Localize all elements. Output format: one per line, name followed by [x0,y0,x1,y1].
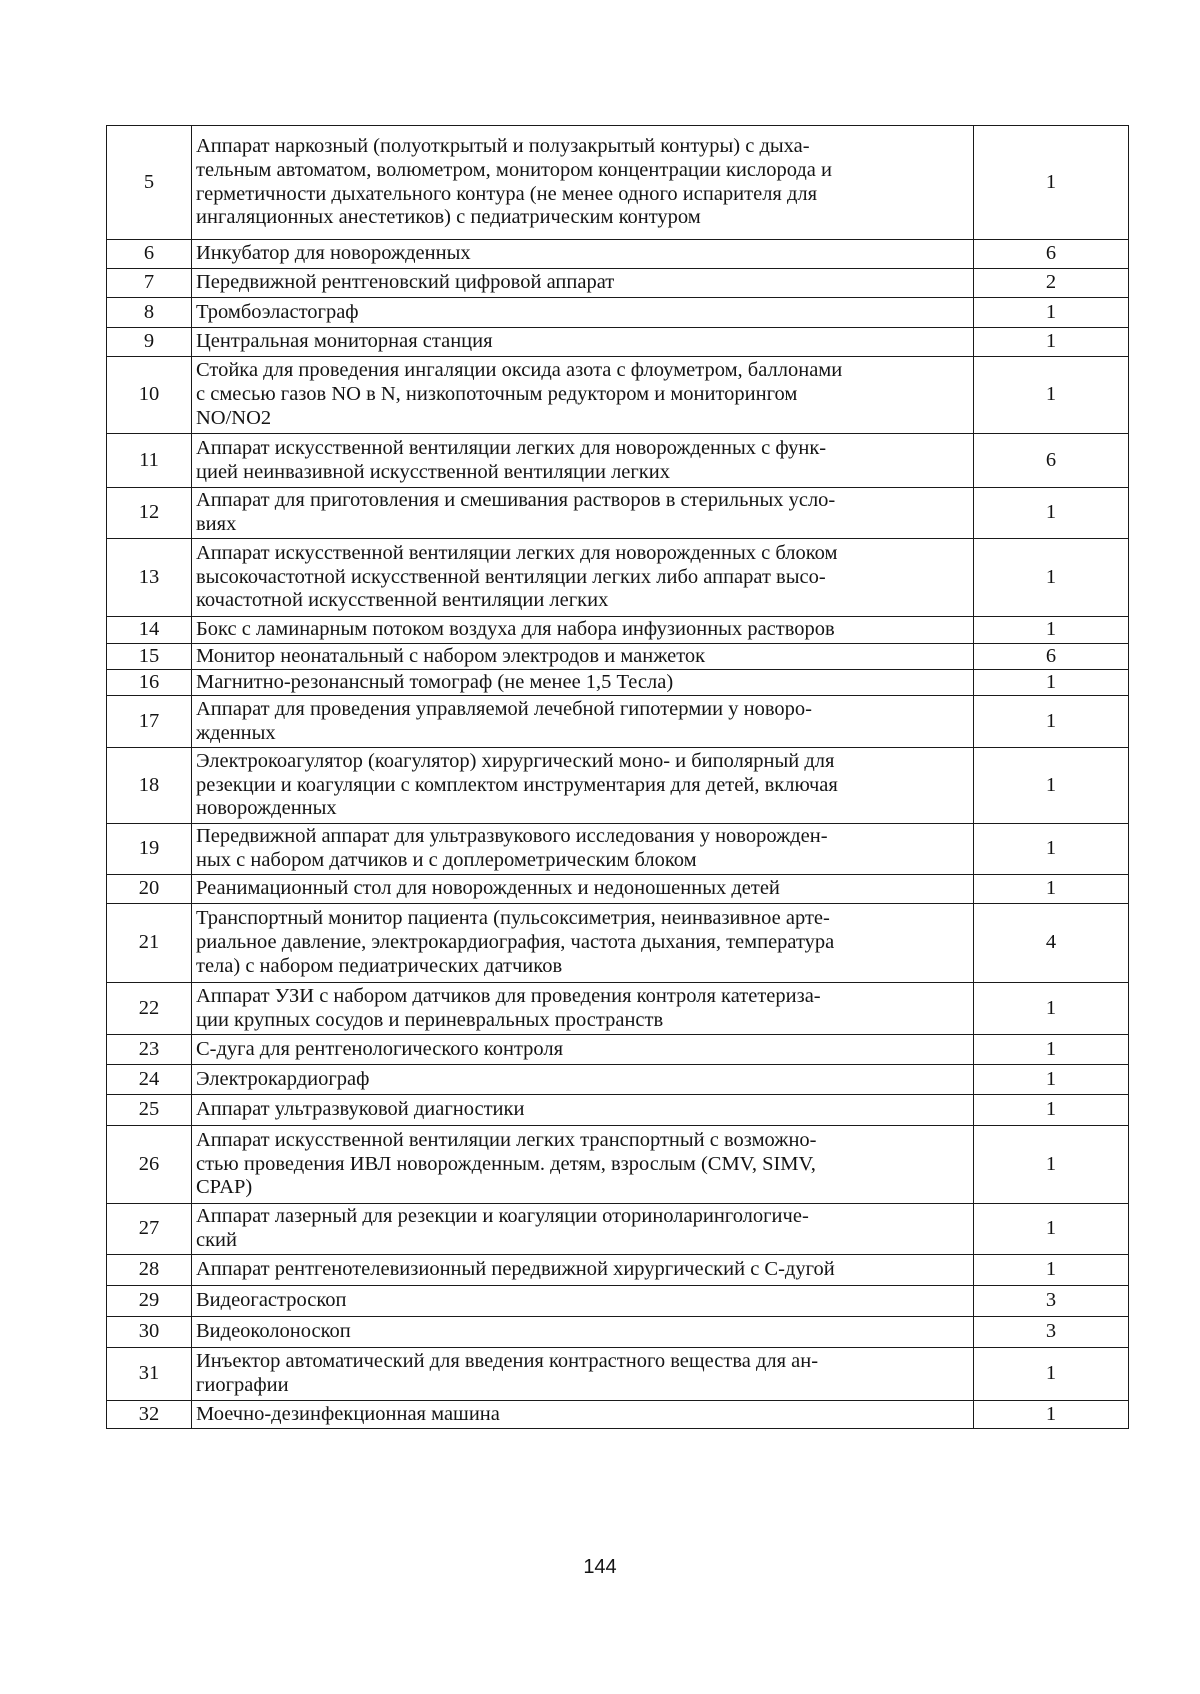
table-row [107,875,1129,904]
row-number: 18 [107,748,192,824]
equipment-name: Передвижной рентгеновский цифровой аппарат [192,269,974,298]
quantity: 1 [974,357,1129,434]
row-number: 16 [107,670,192,696]
quantity: 1 [974,1095,1129,1126]
quantity: 1 [974,617,1129,644]
table-row [107,434,1129,488]
row-number: 11 [107,434,192,488]
row-number: 8 [107,298,192,328]
table-row [107,1317,1129,1348]
table-body [107,126,1129,1429]
equipment-name: Аппарат искусственной вентиляции легких для новорожденных с блоком высокочастотной искусственной вентиляции легких либо аппарат высо- кочастотной искусственной вентиляции легких [192,539,974,617]
equipment-name: Видеоколоноскоп [192,1317,974,1348]
quantity: 1 [974,875,1129,904]
table-row [107,1065,1129,1095]
table-row [107,240,1129,269]
quantity: 1 [974,488,1129,539]
equipment-name: Инъектор автоматический для введения контрастного вещества для ан- гиографии [192,1348,974,1401]
row-number: 17 [107,696,192,748]
equipment-name: Аппарат ультразвуковой диагностики [192,1095,974,1126]
table-row [107,1204,1129,1255]
page-number: 144 [583,1556,617,1578]
table-row [107,824,1129,875]
table-row [107,1286,1129,1317]
equipment-name: Аппарат наркозный (полуоткрытый и полузакрытый контуры) с дыха- тельным автоматом, волюметром, монитором концентрации кислорода и герметичности дыхательного контура (не менее одного испарителя для ингаляционных анестетиков) с педиатрическим контуром [192,126,974,240]
equipment-name: Аппарат для приготовления и смешивания растворов в стерильных усло- виях [192,488,974,539]
equipment-name: Реанимационный стол для новорожденных и недоношенных детей [192,875,974,904]
table-row [107,617,1129,644]
row-number: 12 [107,488,192,539]
quantity: 6 [974,240,1129,269]
equipment-name: Моечно-дезинфекционная машина [192,1401,974,1429]
row-number: 5 [107,126,192,240]
table-row [107,357,1129,434]
equipment-name: Аппарат искусственной вентиляции легких для новорожденных с функ- цией неинвазивной искусственной вентиляции легких [192,434,974,488]
table-row [107,328,1129,357]
row-number: 29 [107,1286,192,1317]
quantity: 1 [974,1401,1129,1429]
row-number: 24 [107,1065,192,1095]
table-row [107,1095,1129,1126]
row-number: 22 [107,983,192,1035]
row-number: 14 [107,617,192,644]
quantity: 1 [974,1204,1129,1255]
table-row [107,1348,1129,1401]
quantity: 1 [974,1065,1129,1095]
equipment-name: Монитор неонатальный с набором электродов и манжеток [192,644,974,670]
equipment-name: Электрокардиограф [192,1065,974,1095]
row-number: 6 [107,240,192,269]
table-row [107,1035,1129,1065]
equipment-name: Аппарат УЗИ с набором датчиков для проведения контроля катетериза- ции крупных сосудов и периневральных пространств [192,983,974,1035]
row-number: 7 [107,269,192,298]
row-number: 28 [107,1255,192,1286]
quantity: 1 [974,126,1129,240]
row-number: 31 [107,1348,192,1401]
table-row [107,1401,1129,1429]
equipment-name: Электрокоагулятор (коагулятор) хирургический моно- и биполярный для резекции и коагуляции с комплектом инструментария для детей, включая новорожденных [192,748,974,824]
table-row [107,488,1129,539]
equipment-name: С-дуга для рентгенологического контроля [192,1035,974,1065]
table-row [107,1126,1129,1204]
quantity: 1 [974,748,1129,824]
quantity: 1 [974,1126,1129,1204]
row-number: 25 [107,1095,192,1126]
quantity: 1 [974,539,1129,617]
equipment-name: Транспортный монитор пациента (пульсоксиметрия, неинвазивное арте- риальное давление, электрокардиография, частота дыхания, температура тела) с набором педиатрических датчиков [192,904,974,983]
table-row [107,298,1129,328]
row-number: 32 [107,1401,192,1429]
quantity: 1 [974,670,1129,696]
row-number: 13 [107,539,192,617]
equipment-name: Стойка для проведения ингаляции оксида азота с флоуметром, баллонами с смесью газов NO в N, низкопоточным редуктором и мониторингом NO/NO2 [192,357,974,434]
equipment-name: Инкубатор для новорожденных [192,240,974,269]
row-number: 9 [107,328,192,357]
quantity: 1 [974,1255,1129,1286]
quantity: 1 [974,696,1129,748]
row-number: 21 [107,904,192,983]
quantity: 1 [974,1348,1129,1401]
row-number: 15 [107,644,192,670]
equipment-name: Аппарат искусственной вентиляции легких транспортный с возможно- стью проведения ИВЛ новорожденным. детям, взрослым (CMV, SIMV, CPAP) [192,1126,974,1204]
quantity: 1 [974,824,1129,875]
quantity: 2 [974,269,1129,298]
quantity: 6 [974,434,1129,488]
quantity: 6 [974,644,1129,670]
quantity: 4 [974,904,1129,983]
quantity: 1 [974,328,1129,357]
table-row [107,904,1129,983]
table-row [107,983,1129,1035]
table-row [107,539,1129,617]
equipment-name: Аппарат рентгенотелевизионный передвижной хирургический с С-дугой [192,1255,974,1286]
table-row [107,696,1129,748]
table-row [107,748,1129,824]
quantity: 3 [974,1317,1129,1348]
equipment-name: Аппарат для проведения управляемой лечебной гипотермии у новоро- жденных [192,696,974,748]
quantity: 3 [974,1286,1129,1317]
equipment-name: Аппарат лазерный для резекции и коагуляции оториноларингологиче- ский [192,1204,974,1255]
equipment-name: Видеогастроскоп [192,1286,974,1317]
equipment-name: Бокс с ламинарным потоком воздуха для набора инфузионных растворов [192,617,974,644]
equipment-name: Тромбоэластограф [192,298,974,328]
row-number: 10 [107,357,192,434]
equipment-name: Центральная мониторная станция [192,328,974,357]
row-number: 27 [107,1204,192,1255]
row-number: 19 [107,824,192,875]
equipment-name: Передвижной аппарат для ультразвукового исследования у новорожден- ных с набором датчиков и с доплерометрическим блоком [192,824,974,875]
table-row [107,269,1129,298]
table-row [107,670,1129,696]
row-number: 30 [107,1317,192,1348]
row-number: 26 [107,1126,192,1204]
row-number: 20 [107,875,192,904]
table-row [107,1255,1129,1286]
quantity: 1 [974,983,1129,1035]
equipment-table [106,125,1129,1429]
equipment-name: Магнитно-резонансный томограф (не менее 1,5 Тесла) [192,670,974,696]
quantity: 1 [974,298,1129,328]
table-row [107,644,1129,670]
table-row [107,126,1129,240]
quantity: 1 [974,1035,1129,1065]
row-number: 23 [107,1035,192,1065]
